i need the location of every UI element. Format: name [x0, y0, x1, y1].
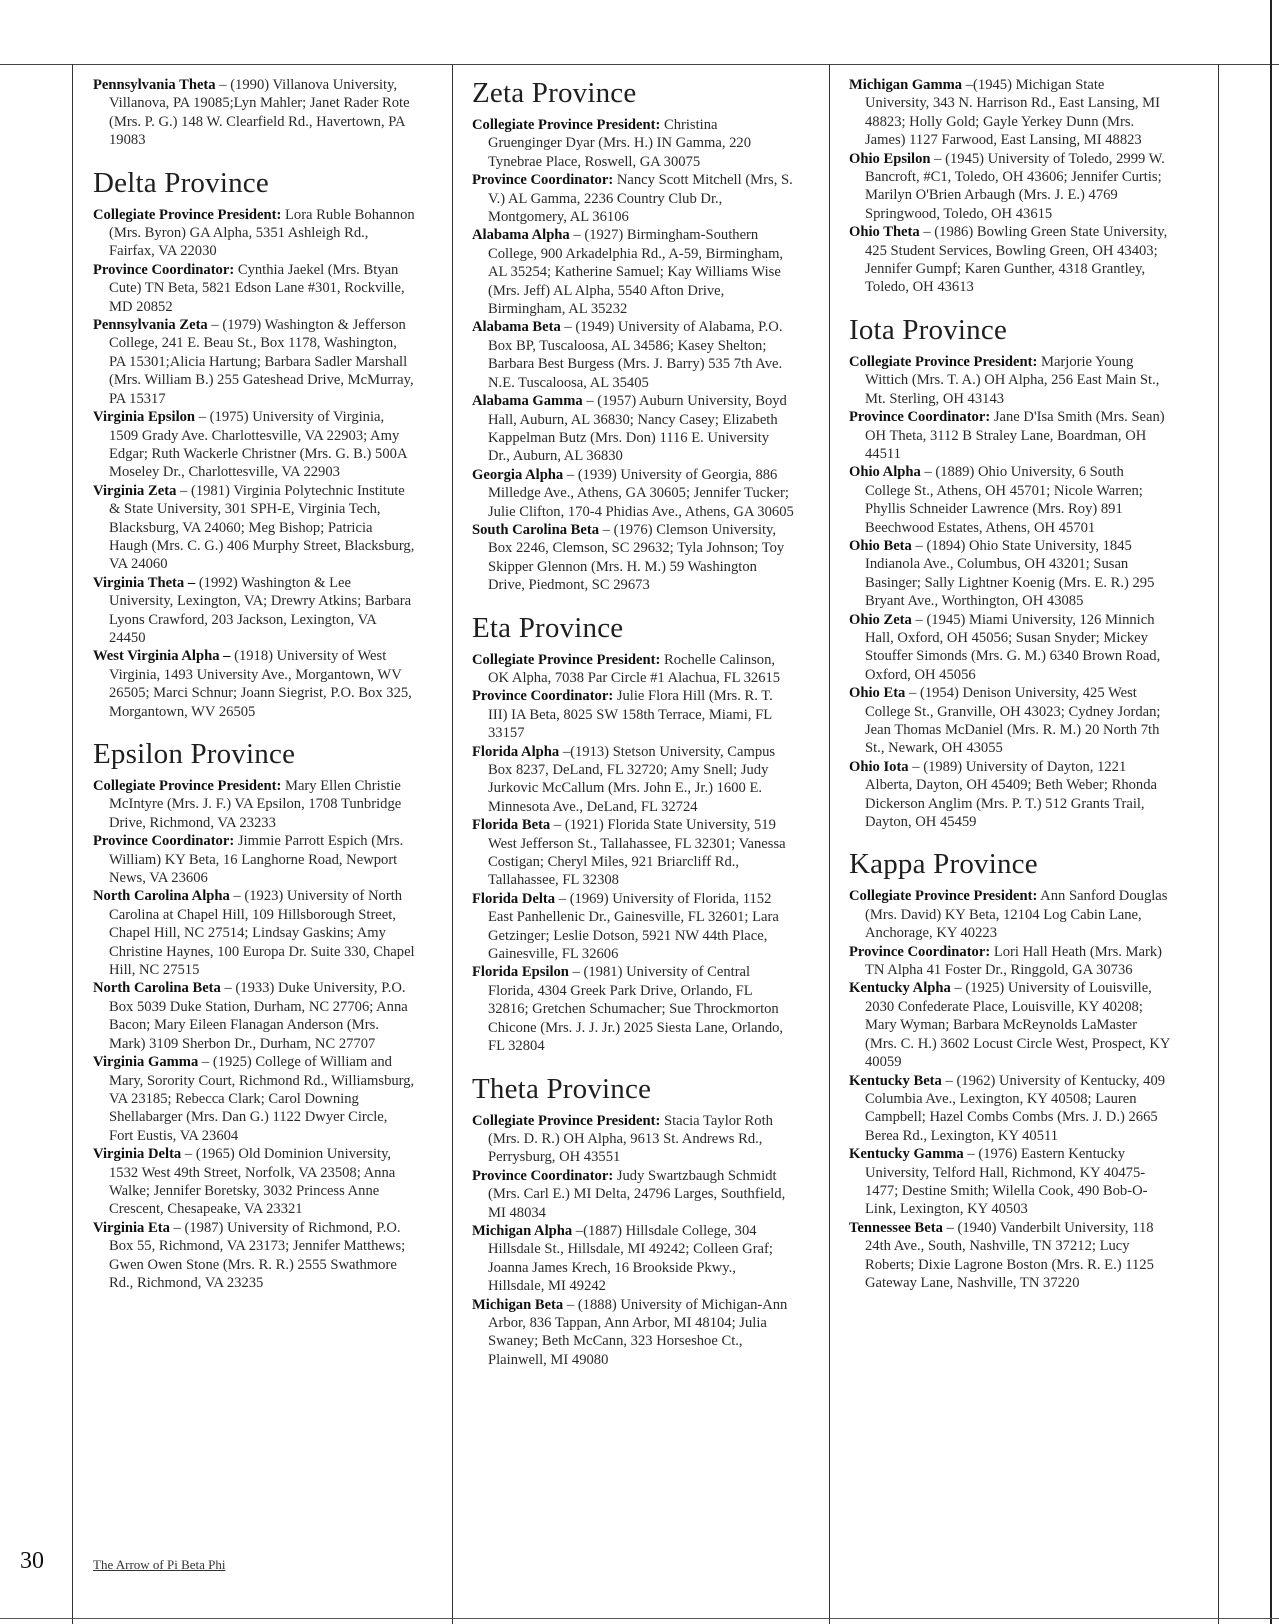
entry-name: Virginia Eta: [93, 1219, 170, 1236]
entry-name: Tennessee Beta: [849, 1219, 943, 1236]
entry-name: Ohio Theta: [849, 224, 920, 241]
entry-details: – (1965) Old Dominion University, 1532 West 49th Street, Norfolk, VA 23508; Anna Walke; Jennifer Boretsky, 3032 Princess Anne Crescent, Chesapeake, VA 23321: [109, 1146, 396, 1218]
entry-name: Province Coordinator:: [93, 833, 235, 850]
entry-name: Pennsylvania Theta: [93, 77, 216, 93]
entry-name: Florida Alpha: [472, 743, 560, 760]
entry-name: Province Coordinator:: [472, 172, 614, 189]
entry-details: – (1976) Clemson University, Box 2246, Clemson, SC 29632; Tyla Johnson; Toy Skipper Glennon (Mrs. H. M.) 59 Washington Drive, Piedmont, SC 29673: [488, 521, 785, 594]
entry-details: Jane D'Isa Smith (Mrs. Sean) OH Theta, 3112 B Straley Lane, Boardman, OH 44511: [865, 409, 1165, 462]
entry-details: – (1921) Florida State University, 519 West Jefferson St., Tallahassee, FL 32301; Vanessa Costigan; Cheryl Miles, 921 Briarcliff Rd., Tallahassee, FL 32308: [488, 817, 786, 889]
entry-details: Nancy Scott Mitchell (Mrs, S. V.) AL Gamma, 2236 Country Club Dr., Montgomery, AL 36106: [488, 172, 793, 226]
chapter-entry: [93, 832, 415, 887]
entry-name: Kentucky Alpha: [849, 980, 951, 997]
column-2: [472, 76, 794, 1369]
entry-details: –(1945) Michigan State University, 343 N. Harrison Rd., East Lansing, MI 48823; Holly Gold; Gayle Yerkey Dunn (Mrs. James) 1127 Farwood, East Lansing, MI 48823: [865, 77, 1160, 149]
chapter-entry: [472, 226, 794, 318]
left-margin-rule: [72, 64, 73, 1624]
chapter-entry: [472, 171, 794, 226]
entry-details: Jimmie Parrott Espich (Mrs. William) KY Beta, 16 Langhorne Road, Newport News, VA 23606: [109, 833, 404, 887]
chapter-entry: [472, 1112, 794, 1167]
chapter-entry: [472, 743, 794, 817]
entry-name: Collegiate Province President:: [93, 206, 282, 223]
entry-details: –(1913) Stetson University, Campus Box 8237, DeLand, FL 32720; Amy Snell; Judy Jurkovic McCallum (Mrs. John E., Jr.) 1600 E. Minnesota Ave., DeLand, FL 32724: [488, 743, 776, 815]
entry-details: – (1925) College of William and Mary, Sorority Court, Richmond Rd., Williamsburg, VA 23185; Rebecca Clark; Carol Downing Shellabarger (Mrs. Dan G.) 1122 Dwyer Circle, Fort Eustis, VA 23604: [109, 1054, 415, 1144]
entry-name: Pennsylvania Zeta: [93, 317, 208, 334]
chapter-entry: [849, 353, 1171, 408]
chapter-entry: [849, 979, 1171, 1071]
entry-name: North Carolina Alpha: [93, 888, 230, 905]
chapter-entry: [849, 1145, 1171, 1219]
entry-name: North Carolina Beta: [93, 980, 221, 997]
chapter-entry: [849, 1219, 1171, 1293]
entry-details: Cynthia Jaekel (Mrs. Btyan Cute) TN Beta, 5821 Edson Lane #301, Rockville, MD 20852: [109, 261, 405, 315]
entry-details: – (1889) Ohio University, 6 South College St., Athens, OH 45701; Nicole Warren; Phyllis Schneider Lawrence (Mrs. Roy) 891 Beechwood Estates, Athens, OH 45701: [865, 464, 1143, 536]
chapter-entry: [472, 963, 794, 1055]
entry-details: Marjorie Young Wittich (Mrs. T. A.) OH Alpha, 256 East Main St., Mt. Sterling, OH 43143: [865, 353, 1160, 407]
entry-details: – (1927) Birmingham-Southern College, 900 Arkadelphia Rd., A-59, Birmingham, AL 35254; Katherine Samuel; Kay Williams Wise (Mrs. Jeff) AL Alpha, 5540 Afton Drive, Birmingham, AL 35232: [488, 227, 784, 318]
chapter-entry: [93, 1145, 415, 1219]
column-1: [93, 76, 415, 1292]
chapter-entry: [93, 647, 415, 721]
entry-details: Stacia Taylor Roth (Mrs. D. R.) OH Alpha, 9613 St. Andrews Rd., Perrysburg, OH 43551: [488, 1112, 773, 1166]
entry-name: Alabama Alpha: [472, 227, 570, 244]
entry-details: – (1987) University of Richmond, P.O. Box 55, Richmond, VA 23173; Jennifer Matthews; Gwen Owen Stone (Mrs. R. R.) 2555 Swathmore Rd., Richmond, VA 23235: [109, 1219, 406, 1291]
chapter-entry: [472, 466, 794, 521]
entry-details: – (1894) Ohio State University, 1845 Indianola Ave., Columbus, OH 43201; Susan Basinger; Sally Lightner Koenig (Mrs. E. R.) 295 Bryant Ave., Worthington, OH 43085: [865, 537, 1155, 610]
province-heading: Theta Province: [472, 1072, 652, 1105]
chapter-entry: [849, 684, 1171, 758]
entry-details: – (1981) University of Central Florida, 4304 Greek Park Drive, Orlando, FL 32816; Gretchen Schumacher; Sue Throckmorton Chicone (Mrs. J. J. Jr.) 2025 Siesta Lane, Orlando, FL 32804: [488, 964, 784, 1055]
chapter-entry: [849, 887, 1171, 942]
entry-name: Michigan Beta: [472, 1296, 564, 1313]
entry-name: Ohio Beta: [849, 537, 912, 554]
chapter-entry: [93, 206, 415, 261]
chapter-entry: [472, 687, 794, 742]
province-heading: Delta Province: [93, 166, 269, 199]
entry-name: Virginia Theta –: [93, 574, 196, 591]
chapter-entry: [93, 1053, 415, 1145]
chapter-entry: [849, 223, 1171, 297]
entry-details: Julie Flora Hill (Mrs. R. T. III) IA Beta, 8025 SW 158th Terrace, Miami, FL 33157: [488, 688, 773, 742]
province-heading: Zeta Province: [472, 77, 637, 109]
right-margin-rule: [1218, 64, 1219, 1624]
entry-details: Lora Ruble Bohannon (Mrs. Byron) GA Alpha, 5351 Ashleigh Rd., Fairfax, VA 22030: [109, 206, 415, 260]
entry-name: Province Coordinator:: [472, 1167, 614, 1184]
entry-name: Province Coordinator:: [849, 409, 991, 426]
entry-details: – (1945) University of Toledo, 2999 W. Bancroft, #C1, Toledo, OH 43606; Jennifer Curtis; Marilyn O'Brien Arbaugh (Mrs. J. E.) 4769 Springwood, Toledo, OH 43615: [865, 150, 1165, 222]
chapter-entry: [93, 887, 415, 979]
chapter-entry: [849, 76, 1171, 150]
chapter-entry: [849, 408, 1171, 463]
entry-name: Virginia Gamma: [93, 1054, 199, 1071]
entry-details: – (1990) Villanova University, Villanova, PA 19085;Lyn Mahler; Janet Rader Rote (Mrs. P. G.) 148 W. Clearfield Rd., Havertown, PA 19083: [109, 77, 410, 149]
chapter-entry: [849, 150, 1171, 224]
top-rule: [0, 64, 1279, 65]
chapter-entry: [93, 76, 415, 150]
chapter-entry: [849, 758, 1171, 832]
entry-name: Florida Beta: [472, 817, 551, 834]
entry-details: – (1954) Denison University, 425 West College St., Granville, OH 43023; Cydney Jordan; Jean Thomas McDaniel (Mrs. R. M.) 20 North 7th St., Newark, OH 43055: [865, 685, 1161, 757]
entry-details: – (1979) Washington & Jefferson College, 241 E. Beau St., Box 1178, Washington, PA 15301;Alicia Hartung; Barbara Sadler Marshall (Mrs. William B.) 255 Gateshead Drive, McMurray, PA 15317: [109, 317, 414, 407]
chapter-entry: [472, 392, 794, 466]
entry-name: Virginia Zeta: [93, 482, 177, 499]
province-heading: Iota Province: [849, 313, 1008, 346]
chapter-entry: [849, 537, 1171, 611]
entry-name: Michigan Gamma: [849, 77, 963, 93]
entry-details: (1992) Washington & Lee University, Lexington, VA; Drewry Atkins; Barbara Lyons Crawford, 203 Jackson, Lexington, VA 24450: [109, 574, 412, 646]
entry-details: – (1933) Duke University, P.O. Box 5039 Duke Station, Durham, NC 27706; Anna Bacon; Mary Eileen Flanagan Anderson (Mrs. Mark) 3109 Sherbon Dr., Durham, NC 27707: [109, 980, 408, 1052]
entry-name: Kentucky Gamma: [849, 1146, 964, 1163]
entry-name: Collegiate Province President:: [849, 353, 1038, 370]
entry-details: – (1888) University of Michigan-Ann Arbor, 836 Tappan, Ann Arbor, MI 48104; Julia Swaney; Beth McCann, 323 Horseshoe Ct., Plainwell, MI 49080: [488, 1296, 788, 1368]
chapter-entry: [472, 116, 794, 171]
chapter-entry: [93, 316, 415, 408]
entry-details: – (1981) Virginia Polytechnic Institute & State University, 301 SPH-E, Virginia Tech, Blacksburg, VA 24060; Meg Bishop; Patricia Haugh (Mrs. C. G.) 406 Murphy Street, Blacksburg, VA 24060: [109, 482, 415, 573]
chapter-entry: [472, 651, 794, 688]
entry-details: – (1940) Vanderbilt University, 118 24th Ave., South, Nashville, TN 37212; Lucy Roberts; Dixie Lagrone Boston (Mrs. R. E.) 1125 Gateway Lane, Nashville, TN 37220: [865, 1219, 1154, 1291]
entry-name: Georgia Alpha: [472, 466, 564, 483]
entry-name: Florida Epsilon: [472, 964, 569, 981]
entry-details: – (1962) University of Kentucky, 409 Columbia Ave., Lexington, KY 40508; Lauren Campbell; Hazel Combs Combs (Mrs. J. D.) 2665 Berea Rd., Lexington, KY 40511: [865, 1072, 1166, 1144]
entry-details: – (1925) University of Louisville, 2030 Confederate Place, Louisville, KY 40208; Mary Wyman; Barbara McReynolds LaMaster (Mrs. C. H.) 3602 Locust Circle West, Prospect, KY 40059: [865, 980, 1170, 1071]
page-number: 30: [20, 1548, 44, 1574]
entry-details: Mary Ellen Christie McIntyre (Mrs. J. F.) VA Epsilon, 1708 Tunbridge Drive, Richmond, VA 23233: [109, 778, 402, 831]
province-heading: Epsilon Province: [93, 738, 296, 770]
entry-details: (1918) University of West Virginia, 1493 University Ave., Morgantown, WV 26505; Marci Schnur; Joann Siegrist, P.O. Box 325, Morgantown, WV 26505: [109, 648, 412, 720]
chapter-entry: [472, 1296, 794, 1370]
entry-name: Alabama Gamma: [472, 393, 583, 410]
entry-details: – (1949) University of Alabama, P.O. Box BP, Tuscaloosa, AL 34586; Kasey Shelton; Barbara Best Burgess (Mrs. J. Barry) 535 7th Ave. N.E. Tuscaloosa, AL 35405: [488, 319, 783, 391]
entry-details: – (1957) Auburn University, Boyd Hall, Auburn, AL 36830; Nancy Casey; Elizabeth Kappelman Butz (Mrs. Don) 1116 E. University Dr., Auburn, AL 36830: [488, 393, 787, 465]
entry-name: Ohio Epsilon: [849, 150, 931, 167]
chapter-entry: [93, 1219, 415, 1293]
entry-name: Collegiate Province President:: [849, 888, 1038, 905]
entry-details: Lori Hall Heath (Mrs. Mark) TN Alpha 41 Foster Dr., Ringgold, GA 30736: [865, 943, 1163, 979]
entry-details: – (1975) University of Virginia, 1509 Grady Ave. Charlottesville, VA 22903; Amy Edgar; Ruth Wackerle Christner (Mrs. G. B.) 500A Moseley Dr., Charlottesville, VA 22903: [109, 409, 407, 481]
entry-name: Collegiate Province President:: [472, 117, 661, 133]
chapter-entry: [849, 463, 1171, 537]
chapter-entry: [93, 261, 415, 316]
entry-name: Province Coordinator:: [472, 688, 614, 705]
entry-name: Florida Delta: [472, 890, 556, 907]
footer-publication-title: The Arrow of Pi Beta Phi: [93, 1557, 226, 1572]
chapter-entry: [93, 482, 415, 574]
entry-name: South Carolina Beta: [472, 521, 600, 538]
chapter-entry: [472, 816, 794, 890]
column-3: [849, 76, 1171, 1292]
entry-details: Judy Swartzbaugh Schmidt (Mrs. Carl E.) MI Delta, 24796 Larges, Southfield, MI 48034: [488, 1167, 786, 1221]
entry-name: Ohio Iota: [849, 758, 909, 775]
entry-name: Collegiate Province President:: [472, 651, 661, 668]
entry-name: Province Coordinator:: [93, 261, 235, 278]
entry-details: – (1939) University of Georgia, 886 Milledge Ave., Athens, GA 30605; Jennifer Tucker; Julie Clifton, 170-4 Phidias Ave., Athens, GA 30605: [488, 466, 794, 520]
entry-details: – (1969) University of Florida, 1152 East Panhellenic Dr., Gainesville, FL 32601; Lara Getzinger; Leslie Dotson, 5921 NW 44th Place, Gainesville, FL 32606: [488, 890, 779, 963]
chapter-entry: [472, 1222, 794, 1296]
entry-name: West Virginia Alpha –: [93, 648, 231, 665]
province-heading: Kappa Province: [849, 848, 1038, 881]
entry-name: Ohio Alpha: [849, 464, 921, 481]
chapter-entry: [93, 574, 415, 648]
chapter-entry: [93, 408, 415, 482]
entry-name: Kentucky Beta: [849, 1072, 942, 1089]
entry-details: Ann Sanford Douglas (Mrs. David) KY Beta, 12104 Log Cabin Lane, Anchorage, KY 40223: [865, 888, 1168, 942]
chapter-entry: [472, 1167, 794, 1222]
entry-details: – (1945) Miami University, 126 Minnich Hall, Oxford, OH 45056; Susan Snyder; Mickey Stouffer Simonds (Mrs. G. M.) 6340 Brown Road, Oxford, OH 45056: [865, 611, 1161, 683]
province-heading: Eta Province: [472, 611, 624, 644]
chapter-entry: [849, 611, 1171, 685]
column-divider-1: [452, 64, 453, 1624]
entry-name: Virginia Delta: [93, 1146, 182, 1163]
entry-details: Rochelle Calinson, OK Alpha, 7038 Par Circle #1 Alachua, FL 32615: [488, 651, 781, 686]
bottom-rule: [0, 1618, 1279, 1619]
column-divider-2: [829, 64, 830, 1624]
chapter-entry: [472, 890, 794, 964]
right-edge-rule: [1270, 0, 1272, 1624]
entry-name: Ohio Zeta: [849, 611, 912, 628]
chapter-entry: [849, 943, 1171, 980]
chapter-entry: [472, 521, 794, 595]
entry-details: –(1887) Hillsdale College, 304 Hillsdale St., Hillsdale, MI 49242; Colleen Graf; Joanna James Krech, 16 Brookside Pkwy., Hillsdale, MI 49242: [488, 1222, 773, 1295]
entry-name: Ohio Eta: [849, 685, 906, 702]
entry-name: Collegiate Province President:: [472, 1112, 661, 1129]
entry-details: – (1989) University of Dayton, 1221 Alberta, Dayton, OH 45409; Beth Weber; Rhonda Dickerson Anglim (Mrs. P. T.) 512 Grants Trail, Dayton, OH 45459: [865, 758, 1157, 831]
entry-name: Province Coordinator:: [849, 943, 991, 960]
chapter-entry: [472, 318, 794, 392]
entry-name: Collegiate Province President:: [93, 778, 282, 794]
entry-details: – (1976) Eastern Kentucky University, Telford Hall, Richmond, KY 40475-1477; Destine Smith; Wilella Cook, 490 Bob-O-Link, Lexington, KY 40503: [865, 1146, 1148, 1218]
entry-details: Christina Gruenginger Dyar (Mrs. H.) IN Gamma, 220 Tynebrae Place, Roswell, GA 30075: [488, 117, 752, 170]
entry-details: – (1986) Bowling Green State University, 425 Student Services, Bowling Green, OH 43403; Jennifer Gumpf; Karen Gunther, 4318 Grantley, Toledo, OH 43613: [865, 224, 1168, 296]
chapter-entry: [93, 777, 415, 832]
entry-details: – (1923) University of North Carolina at Chapel Hill, 109 Hillsborough Street, Chapel Hill, NC 27514; Lindsay Gaskins; Amy Christine Haynes, 100 Europa Dr. Suite 330, Chapel Hill, NC 27515: [109, 888, 415, 979]
chapter-entry: [93, 979, 415, 1053]
entry-name: Virginia Epsilon: [93, 409, 196, 426]
chapter-entry: [849, 1072, 1171, 1146]
entry-name: Alabama Beta: [472, 319, 561, 336]
entry-name: Michigan Alpha: [472, 1222, 573, 1239]
